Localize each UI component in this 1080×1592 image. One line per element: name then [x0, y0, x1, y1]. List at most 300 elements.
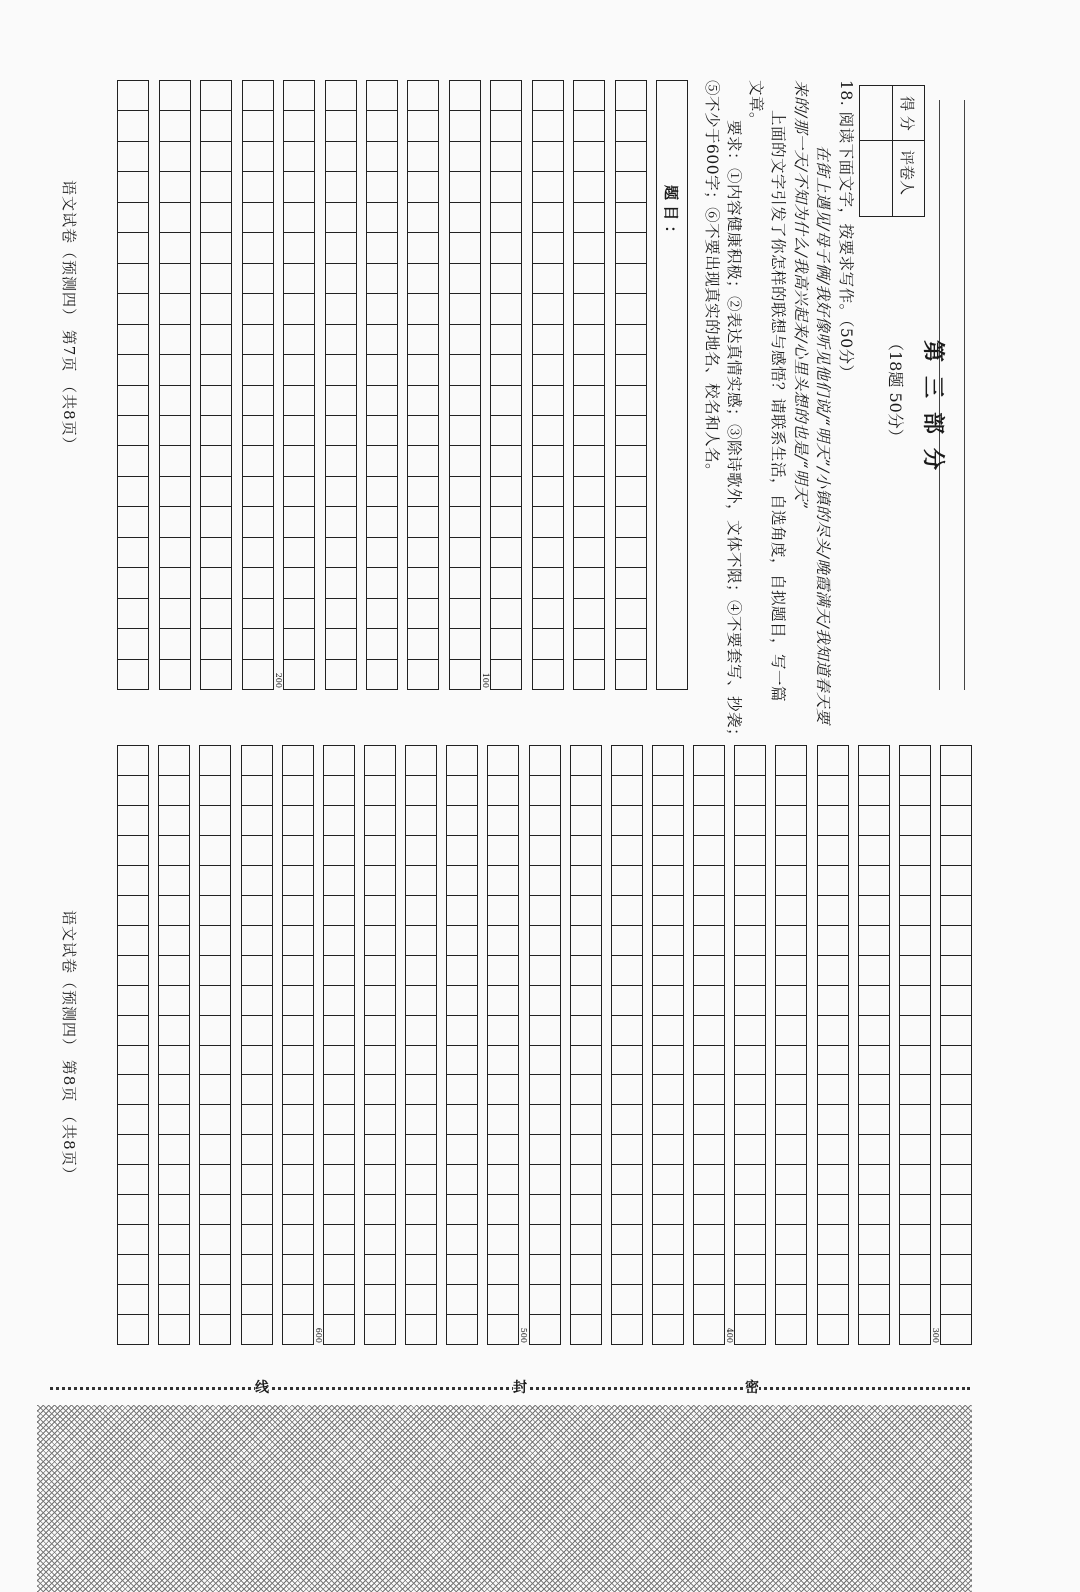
- essay-cell[interactable]: [159, 1046, 189, 1076]
- essay-cell[interactable]: [326, 203, 356, 233]
- essay-row[interactable]: [573, 80, 605, 690]
- essay-cell[interactable]: [450, 325, 480, 355]
- essay-cell[interactable]: [324, 1315, 354, 1344]
- essay-cell[interactable]: [284, 111, 314, 141]
- essay-cell[interactable]: [447, 1315, 477, 1344]
- essay-cell[interactable]: [160, 325, 190, 355]
- essay-cell[interactable]: [491, 294, 521, 324]
- essay-cell[interactable]: [616, 233, 646, 263]
- essay-cell[interactable]: [406, 1135, 436, 1165]
- essay-cell[interactable]: [491, 386, 521, 416]
- essay-cell[interactable]: [242, 956, 272, 986]
- essay-cell[interactable]: [326, 416, 356, 446]
- essay-cell[interactable]: [365, 1255, 395, 1285]
- essay-cell[interactable]: [200, 986, 230, 1016]
- essay-cell[interactable]: [653, 1285, 683, 1315]
- essay-cell[interactable]: [450, 111, 480, 141]
- essay-cell[interactable]: [776, 866, 806, 896]
- essay-cell[interactable]: [571, 1255, 601, 1285]
- essay-cell[interactable]: [408, 203, 438, 233]
- essay-cell[interactable]: [776, 1135, 806, 1165]
- essay-cell[interactable]: [326, 264, 356, 294]
- essay-cell[interactable]: [243, 172, 273, 202]
- essay-cell[interactable]: [406, 986, 436, 1016]
- essay-cell[interactable]: [284, 81, 314, 111]
- essay-cell[interactable]: [859, 1255, 889, 1285]
- essay-cell[interactable]: [653, 836, 683, 866]
- essay-cell[interactable]: [326, 568, 356, 598]
- essay-cell[interactable]: [200, 776, 230, 806]
- essay-row[interactable]: [446, 745, 478, 1345]
- essay-cell[interactable]: [324, 746, 354, 776]
- essay-cell[interactable]: [616, 172, 646, 202]
- essay-cell[interactable]: [574, 446, 604, 476]
- essay-cell[interactable]: [159, 1165, 189, 1195]
- essay-cell[interactable]: [159, 1135, 189, 1165]
- essay-cell[interactable]: [324, 866, 354, 896]
- essay-cell[interactable]: [283, 1285, 313, 1315]
- essay-cell[interactable]: [818, 1195, 848, 1225]
- essay-cell[interactable]: [447, 1046, 477, 1076]
- essay-cell[interactable]: [612, 1225, 642, 1255]
- essay-cell[interactable]: [118, 1315, 148, 1344]
- essay-cell[interactable]: [284, 386, 314, 416]
- essay-cell[interactable]: [243, 538, 273, 568]
- essay-cell[interactable]: [283, 776, 313, 806]
- essay-cell[interactable]: [201, 507, 231, 537]
- essay-row[interactable]: [940, 745, 972, 1345]
- essay-cell[interactable]: [900, 1016, 930, 1046]
- essay-cell[interactable]: [324, 1016, 354, 1046]
- essay-cell[interactable]: [242, 1016, 272, 1046]
- essay-cell[interactable]: [776, 1046, 806, 1076]
- essay-cell[interactable]: [941, 1255, 971, 1285]
- essay-cell[interactable]: [653, 1225, 683, 1255]
- essay-cell[interactable]: [367, 538, 397, 568]
- essay-cell[interactable]: [616, 599, 646, 629]
- essay-cell[interactable]: [243, 325, 273, 355]
- essay-cell[interactable]: [776, 1315, 806, 1344]
- essay-cell[interactable]: [488, 1195, 518, 1225]
- essay-cell[interactable]: [365, 1225, 395, 1255]
- essay-cell[interactable]: [201, 111, 231, 141]
- essay-cell[interactable]: [159, 866, 189, 896]
- essay-cell[interactable]: [616, 629, 646, 659]
- essay-cell[interactable]: [450, 203, 480, 233]
- essay-cell[interactable]: [488, 986, 518, 1016]
- essay-cell[interactable]: [900, 1165, 930, 1195]
- essay-cell[interactable]: [900, 1135, 930, 1165]
- essay-cell[interactable]: [571, 1195, 601, 1225]
- essay-cell[interactable]: [488, 1255, 518, 1285]
- essay-cell[interactable]: [616, 203, 646, 233]
- essay-cell[interactable]: [616, 507, 646, 537]
- essay-cell[interactable]: [533, 172, 563, 202]
- essay-cell[interactable]: [859, 896, 889, 926]
- essay-cell[interactable]: [491, 203, 521, 233]
- essay-cell[interactable]: [367, 172, 397, 202]
- essay-cell[interactable]: [488, 1135, 518, 1165]
- essay-cell[interactable]: [900, 1195, 930, 1225]
- essay-cell[interactable]: [776, 1165, 806, 1195]
- essay-cell[interactable]: [242, 1046, 272, 1076]
- essay-cell[interactable]: [200, 1255, 230, 1285]
- essay-cell[interactable]: [324, 896, 354, 926]
- essay-cell[interactable]: [859, 1165, 889, 1195]
- essay-cell[interactable]: [243, 203, 273, 233]
- essay-cell[interactable]: [365, 776, 395, 806]
- essay-cell[interactable]: [406, 866, 436, 896]
- essay-cell[interactable]: [118, 1165, 148, 1195]
- essay-cell[interactable]: [201, 142, 231, 172]
- essay-cell[interactable]: [406, 1165, 436, 1195]
- essay-cell[interactable]: [326, 507, 356, 537]
- essay-cell[interactable]: [450, 599, 480, 629]
- essay-cell[interactable]: [408, 294, 438, 324]
- essay-cell[interactable]: [365, 1075, 395, 1105]
- essay-cell[interactable]: [818, 896, 848, 926]
- essay-cell[interactable]: [365, 1046, 395, 1076]
- essay-cell[interactable]: [900, 866, 930, 896]
- essay-cell[interactable]: [735, 986, 765, 1016]
- essay-row[interactable]: [159, 80, 191, 690]
- essay-cell[interactable]: [283, 1016, 313, 1046]
- essay-cell[interactable]: [408, 568, 438, 598]
- essay-cell[interactable]: [859, 806, 889, 836]
- essay-cell[interactable]: [533, 446, 563, 476]
- essay-cell[interactable]: [406, 896, 436, 926]
- essay-cell[interactable]: [283, 1255, 313, 1285]
- essay-cell[interactable]: [447, 746, 477, 776]
- essay-cell[interactable]: [200, 926, 230, 956]
- essay-cell[interactable]: [776, 1075, 806, 1105]
- essay-cell[interactable]: [574, 660, 604, 689]
- essay-cell[interactable]: [324, 1255, 354, 1285]
- essay-cell[interactable]: [365, 1195, 395, 1225]
- essay-cell[interactable]: [530, 926, 560, 956]
- essay-cell[interactable]: [160, 294, 190, 324]
- essay-row[interactable]: [817, 745, 849, 1345]
- essay-cell[interactable]: [243, 386, 273, 416]
- essay-cell[interactable]: [283, 1195, 313, 1225]
- essay-cell[interactable]: [612, 806, 642, 836]
- essay-cell[interactable]: [574, 538, 604, 568]
- essay-cell[interactable]: [571, 806, 601, 836]
- essay-cell[interactable]: [735, 746, 765, 776]
- essay-cell[interactable]: [653, 896, 683, 926]
- essay-cell[interactable]: [735, 806, 765, 836]
- essay-cell[interactable]: [283, 1046, 313, 1076]
- essay-row[interactable]: [366, 80, 398, 690]
- essay-cell[interactable]: [530, 1165, 560, 1195]
- essay-cell[interactable]: [365, 926, 395, 956]
- essay-row[interactable]: [200, 80, 232, 690]
- essay-cell[interactable]: [653, 1195, 683, 1225]
- essay-cell[interactable]: [367, 142, 397, 172]
- essay-cell[interactable]: [447, 896, 477, 926]
- essay-cell[interactable]: [283, 896, 313, 926]
- essay-cell[interactable]: [735, 956, 765, 986]
- essay-cell[interactable]: [530, 1225, 560, 1255]
- essay-cell[interactable]: [491, 660, 521, 689]
- essay-cell[interactable]: [488, 746, 518, 776]
- essay-cell[interactable]: [201, 264, 231, 294]
- essay-cell[interactable]: [488, 866, 518, 896]
- essay-cell[interactable]: [818, 1225, 848, 1255]
- essay-cell[interactable]: [488, 836, 518, 866]
- essay-cell[interactable]: [243, 142, 273, 172]
- essay-cell[interactable]: [533, 355, 563, 385]
- essay-cell[interactable]: [201, 355, 231, 385]
- essay-cell[interactable]: [159, 836, 189, 866]
- essay-cell[interactable]: [408, 233, 438, 263]
- essay-cell[interactable]: [118, 660, 148, 689]
- essay-cell[interactable]: [735, 1315, 765, 1344]
- essay-cell[interactable]: [447, 1255, 477, 1285]
- essay-cell[interactable]: [574, 599, 604, 629]
- essay-cell[interactable]: [367, 203, 397, 233]
- essay-cell[interactable]: [326, 386, 356, 416]
- essay-cell[interactable]: [243, 599, 273, 629]
- essay-cell[interactable]: [571, 746, 601, 776]
- essay-cell[interactable]: [201, 233, 231, 263]
- essay-cell[interactable]: [200, 806, 230, 836]
- essay-cell[interactable]: [735, 776, 765, 806]
- essay-cell[interactable]: [859, 926, 889, 956]
- essay-cell[interactable]: [694, 866, 724, 896]
- essay-cell[interactable]: [450, 416, 480, 446]
- essay-cell[interactable]: [530, 836, 560, 866]
- essay-cell[interactable]: [616, 446, 646, 476]
- essay-cell[interactable]: [447, 776, 477, 806]
- essay-cell[interactable]: [488, 1315, 518, 1344]
- essay-cell[interactable]: [201, 446, 231, 476]
- essay-cell[interactable]: [406, 1046, 436, 1076]
- essay-cell[interactable]: [616, 142, 646, 172]
- essay-cell[interactable]: [900, 806, 930, 836]
- essay-cell[interactable]: [818, 866, 848, 896]
- essay-cell[interactable]: [406, 1105, 436, 1135]
- essay-cell[interactable]: [653, 746, 683, 776]
- essay-row[interactable]: [775, 745, 807, 1345]
- essay-cell[interactable]: [367, 111, 397, 141]
- essay-cell[interactable]: [243, 416, 273, 446]
- essay-cell[interactable]: [200, 1225, 230, 1255]
- essay-cell[interactable]: [574, 386, 604, 416]
- essay-cell[interactable]: [118, 926, 148, 956]
- essay-cell[interactable]: [574, 203, 604, 233]
- essay-cell[interactable]: [574, 294, 604, 324]
- essay-cell[interactable]: [818, 776, 848, 806]
- essay-cell[interactable]: [160, 660, 190, 689]
- essay-cell[interactable]: [571, 986, 601, 1016]
- essay-cell[interactable]: [118, 1255, 148, 1285]
- essay-cell[interactable]: [859, 986, 889, 1016]
- essay-cell[interactable]: [201, 538, 231, 568]
- essay-cell[interactable]: [118, 477, 148, 507]
- essay-cell[interactable]: [200, 1135, 230, 1165]
- essay-cell[interactable]: [571, 926, 601, 956]
- essay-cell[interactable]: [900, 1225, 930, 1255]
- essay-cell[interactable]: [367, 629, 397, 659]
- essay-cell[interactable]: [242, 896, 272, 926]
- essay-row[interactable]: [407, 80, 439, 690]
- essay-cell[interactable]: [118, 629, 148, 659]
- essay-row[interactable]: [323, 745, 355, 1345]
- essay-cell[interactable]: [491, 233, 521, 263]
- essay-cell[interactable]: [694, 986, 724, 1016]
- essay-cell[interactable]: [533, 142, 563, 172]
- essay-cell[interactable]: [447, 806, 477, 836]
- essay-cell[interactable]: [118, 896, 148, 926]
- essay-cell[interactable]: [118, 746, 148, 776]
- essay-cell[interactable]: [242, 776, 272, 806]
- essay-cell[interactable]: [118, 568, 148, 598]
- essay-cell[interactable]: [326, 660, 356, 689]
- essay-cell[interactable]: [653, 1046, 683, 1076]
- essay-cell[interactable]: [118, 264, 148, 294]
- essay-cell[interactable]: [616, 81, 646, 111]
- essay-cell[interactable]: [941, 1046, 971, 1076]
- essay-cell[interactable]: [533, 111, 563, 141]
- essay-cell[interactable]: [859, 746, 889, 776]
- essay-cell[interactable]: [571, 896, 601, 926]
- essay-cell[interactable]: [283, 1075, 313, 1105]
- essay-cell[interactable]: [612, 896, 642, 926]
- essay-cell[interactable]: [284, 355, 314, 385]
- essay-cell[interactable]: [284, 660, 314, 689]
- essay-row[interactable]: [158, 745, 190, 1345]
- essay-cell[interactable]: [818, 1046, 848, 1076]
- essay-cell[interactable]: [612, 1016, 642, 1046]
- essay-cell[interactable]: [326, 325, 356, 355]
- essay-cell[interactable]: [616, 355, 646, 385]
- essay-cell[interactable]: [284, 629, 314, 659]
- essay-cell[interactable]: [653, 866, 683, 896]
- essay-cell[interactable]: [365, 866, 395, 896]
- essay-cell[interactable]: [735, 896, 765, 926]
- essay-cell[interactable]: [941, 866, 971, 896]
- essay-cell[interactable]: [201, 416, 231, 446]
- essay-cell[interactable]: [284, 142, 314, 172]
- essay-cell[interactable]: [488, 1075, 518, 1105]
- essay-cell[interactable]: [160, 446, 190, 476]
- essay-cell[interactable]: [367, 386, 397, 416]
- essay-cell[interactable]: [118, 599, 148, 629]
- essay-cell[interactable]: [488, 896, 518, 926]
- essay-cell[interactable]: [408, 142, 438, 172]
- essay-cell[interactable]: [408, 416, 438, 446]
- essay-cell[interactable]: [612, 1255, 642, 1285]
- essay-cell[interactable]: [616, 386, 646, 416]
- essay-cell[interactable]: [406, 806, 436, 836]
- essay-cell[interactable]: [612, 1195, 642, 1225]
- essay-cell[interactable]: [408, 386, 438, 416]
- essay-cell[interactable]: [406, 746, 436, 776]
- essay-cell[interactable]: [530, 806, 560, 836]
- essay-cell[interactable]: [365, 1016, 395, 1046]
- essay-cell[interactable]: [900, 836, 930, 866]
- essay-cell[interactable]: [574, 416, 604, 446]
- essay-cell[interactable]: [941, 926, 971, 956]
- essay-cell[interactable]: [201, 477, 231, 507]
- essay-cell[interactable]: [200, 746, 230, 776]
- essay-cell[interactable]: [488, 1105, 518, 1135]
- essay-cell[interactable]: [533, 203, 563, 233]
- essay-cell[interactable]: [242, 926, 272, 956]
- essay-row[interactable]: [282, 745, 314, 1345]
- essay-cell[interactable]: [900, 896, 930, 926]
- essay-cell[interactable]: [941, 836, 971, 866]
- essay-cell[interactable]: [530, 1075, 560, 1105]
- essay-cell[interactable]: [283, 986, 313, 1016]
- essay-cell[interactable]: [941, 1165, 971, 1195]
- essay-cell[interactable]: [941, 956, 971, 986]
- essay-cell[interactable]: [574, 264, 604, 294]
- essay-cell[interactable]: [242, 1255, 272, 1285]
- essay-cell[interactable]: [365, 806, 395, 836]
- essay-cell[interactable]: [653, 1165, 683, 1195]
- essay-cell[interactable]: [367, 81, 397, 111]
- essay-cell[interactable]: [242, 1165, 272, 1195]
- essay-cell[interactable]: [450, 629, 480, 659]
- essay-cell[interactable]: [447, 1135, 477, 1165]
- essay-cell[interactable]: [367, 233, 397, 263]
- essay-cell[interactable]: [447, 1195, 477, 1225]
- essay-cell[interactable]: [118, 538, 148, 568]
- essay-cell[interactable]: [326, 81, 356, 111]
- essay-cell[interactable]: [900, 956, 930, 986]
- essay-cell[interactable]: [365, 1315, 395, 1344]
- essay-cell[interactable]: [243, 233, 273, 263]
- essay-cell[interactable]: [367, 568, 397, 598]
- essay-cell[interactable]: [612, 1075, 642, 1105]
- essay-cell[interactable]: [283, 836, 313, 866]
- essay-cell[interactable]: [612, 1105, 642, 1135]
- essay-cell[interactable]: [653, 1016, 683, 1046]
- essay-cell[interactable]: [612, 1135, 642, 1165]
- essay-row[interactable]: [325, 80, 357, 690]
- essay-cell[interactable]: [533, 538, 563, 568]
- essay-cell[interactable]: [450, 507, 480, 537]
- essay-cell[interactable]: [159, 1225, 189, 1255]
- essay-cell[interactable]: [488, 1285, 518, 1315]
- essay-cell[interactable]: [159, 806, 189, 836]
- essay-cell[interactable]: [284, 599, 314, 629]
- essay-cell[interactable]: [612, 1315, 642, 1344]
- essay-cell[interactable]: [447, 836, 477, 866]
- essay-cell[interactable]: [776, 746, 806, 776]
- essay-cell[interactable]: [160, 416, 190, 446]
- essay-cell[interactable]: [243, 629, 273, 659]
- essay-cell[interactable]: [408, 507, 438, 537]
- essay-cell[interactable]: [574, 507, 604, 537]
- essay-cell[interactable]: [243, 660, 273, 689]
- essay-row[interactable]: [487, 745, 519, 1345]
- essay-cell[interactable]: [859, 1285, 889, 1315]
- essay-cell[interactable]: [859, 1225, 889, 1255]
- essay-cell[interactable]: [450, 386, 480, 416]
- essay-cell[interactable]: [571, 836, 601, 866]
- essay-cell[interactable]: [653, 776, 683, 806]
- essay-row[interactable]: [364, 745, 396, 1345]
- essay-cell[interactable]: [118, 1105, 148, 1135]
- essay-cell[interactable]: [200, 1105, 230, 1135]
- essay-cell[interactable]: [283, 1105, 313, 1135]
- essay-cell[interactable]: [900, 1315, 930, 1344]
- essay-cell[interactable]: [694, 926, 724, 956]
- essay-cell[interactable]: [326, 355, 356, 385]
